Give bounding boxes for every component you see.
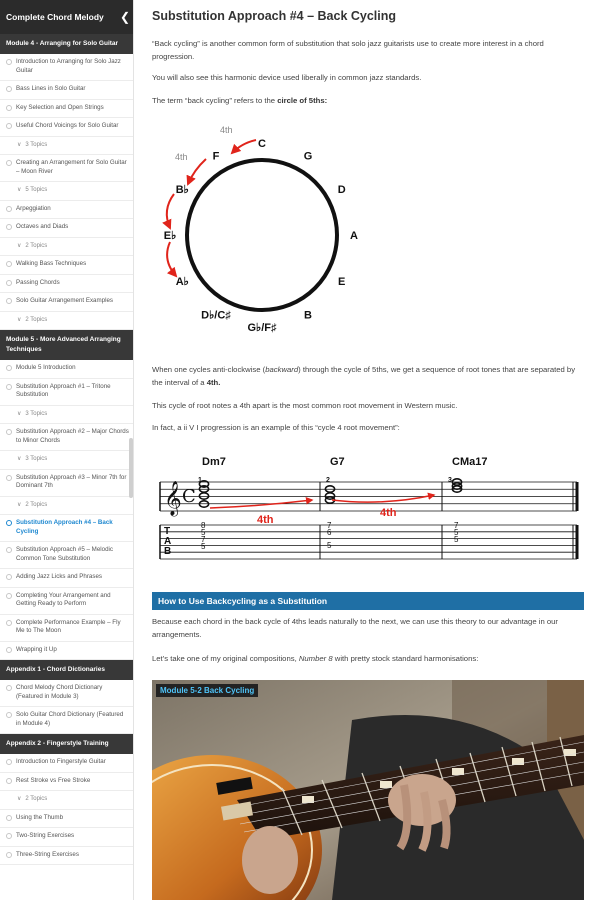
lesson-label: Completing Your Arrangement and Getting Ready to Perform [16, 591, 111, 607]
tab-number: 7 [201, 535, 206, 544]
chevron-down-icon: ∨ [17, 501, 22, 508]
lesson-label: Passing Chords [16, 278, 60, 286]
lesson-label: Adding Jazz Licks and Phrases [16, 573, 102, 580]
interval-label: 4th [220, 125, 233, 135]
status-circle-icon [6, 384, 12, 390]
topics-toggle[interactable] [0, 791, 133, 810]
status-circle-icon [6, 86, 12, 92]
lesson-list [0, 34, 133, 865]
topics-toggle[interactable] [0, 182, 133, 201]
lesson-item[interactable] [0, 754, 133, 773]
paragraph [152, 94, 584, 107]
tab-number: 5 [327, 541, 332, 550]
status-circle-icon [6, 365, 12, 371]
paragraph: Because each chord in the back cycle of 4ths leads naturally to the next, we can use this theory to our advantage in our arrangements. [152, 617, 558, 639]
status-circle-icon [6, 852, 12, 858]
status-circle-icon [6, 685, 12, 691]
video-frame [152, 680, 584, 900]
interval-label: 4th [257, 514, 274, 526]
lesson-content [142, 0, 594, 900]
tab-number: 8 [201, 521, 206, 530]
lesson-item-active[interactable] [0, 515, 133, 542]
topics-count: 3 Topics [25, 410, 48, 417]
note-label: E♭ [163, 230, 177, 242]
topics-count: 3 Topics [25, 456, 48, 462]
lesson-label: Substitution Approach #1 – Tritone Substitution [16, 382, 111, 398]
course-title: Complete Chord Melody [6, 12, 104, 22]
chevron-down-icon: ∨ [17, 141, 22, 148]
status-circle-icon [6, 815, 12, 821]
sidebar-scrollbar[interactable] [129, 438, 133, 498]
arrow [167, 242, 176, 276]
module-header[interactable]: Appendix 2 - Fingerstyle Training [0, 734, 133, 754]
lesson-item[interactable] [0, 680, 133, 707]
arrow [232, 140, 256, 153]
lesson-item[interactable] [0, 707, 133, 734]
lesson-label: Rest Stroke vs Free Stroke [16, 776, 91, 784]
status-circle-icon [6, 123, 12, 129]
lesson-label: Two-String Exercises [16, 832, 75, 839]
text: Let’s take one of my original compositions, [152, 654, 299, 663]
tab-number: 5 [201, 528, 206, 537]
tab-number: 6 [327, 528, 332, 537]
arrow [167, 194, 174, 228]
topics-toggle[interactable] [0, 451, 133, 470]
note-label: E [338, 276, 346, 288]
topics-toggle[interactable] [0, 137, 133, 156]
chevron-left-icon[interactable]: ❮ [119, 10, 131, 24]
video-title: Module 5-2 Back Cycling [156, 684, 258, 697]
chord-symbol: G7 [330, 456, 345, 468]
note-label: F [212, 150, 220, 163]
note-head [199, 493, 208, 499]
lesson-item[interactable] [0, 828, 133, 847]
status-circle-icon [6, 547, 12, 553]
topics-count: 2 Topics [25, 796, 48, 802]
topics-toggle[interactable] [0, 238, 133, 257]
status-circle-icon [6, 520, 12, 526]
lesson-label: Introduction to Arranging for Solo Jazz Guitar [16, 58, 121, 74]
tab-letter: B [164, 546, 172, 557]
lesson-label: Introduction to Fingerstyle Guitar [16, 758, 106, 765]
lesson-item[interactable] [0, 256, 133, 275]
tab-letter: T [164, 526, 171, 537]
tab-number: 5 [454, 528, 459, 537]
lesson-item[interactable] [0, 275, 133, 294]
lesson-label: Chord Melody Chord Dictionary (Featured in Module 3) [16, 684, 103, 700]
note-label: B♭ [175, 184, 189, 196]
chord-symbol: CMa17 [452, 456, 488, 468]
paragraph: You will also see this harmonic device used liberally in common jazz standards. [152, 73, 422, 82]
lesson-item[interactable] [0, 100, 133, 119]
lesson-label: Useful Chord Voicings for Solo Guitar [16, 122, 119, 129]
status-circle-icon [6, 620, 12, 626]
chevron-down-icon: ∨ [17, 796, 22, 802]
text: The term “back cycling” refers to the [152, 96, 278, 105]
lesson-item[interactable] [0, 588, 133, 615]
chevron-down-icon: ∨ [17, 242, 22, 249]
note-label: B [304, 309, 312, 322]
chevron-down-icon: ∨ [17, 316, 22, 323]
lesson-item[interactable] [0, 360, 133, 379]
lesson-label: Complete Performance Example – Fly Me to The Moon [16, 618, 121, 634]
tab-number: 7 [454, 521, 459, 530]
tab-number: 5 [201, 542, 206, 551]
ii-v-i-notation [152, 448, 584, 568]
lesson-label: Solo Guitar Chord Dictionary (Featured in Module 4) [16, 711, 124, 727]
interval-label: 4th [175, 152, 188, 162]
bold-text: 4th. [206, 378, 221, 387]
lesson-item[interactable] [0, 219, 133, 238]
sidebar-header [0, 0, 133, 34]
topics-toggle[interactable] [0, 497, 133, 516]
video-player[interactable] [152, 680, 584, 900]
time-signature: C [182, 486, 196, 507]
lesson-item[interactable] [0, 810, 133, 829]
lesson-item[interactable] [0, 201, 133, 220]
status-circle-icon [6, 160, 12, 166]
tab-letter: A [164, 536, 172, 547]
topics-count: 3 Topics [25, 141, 48, 148]
chevron-down-icon: ∨ [17, 187, 22, 193]
lesson-item[interactable] [0, 542, 133, 569]
tab-number: 7 [327, 521, 332, 530]
paragraph [152, 652, 584, 665]
lesson-item[interactable] [0, 293, 133, 312]
module-header[interactable]: Module 4 - Arranging for Solo Guitar [0, 34, 133, 54]
note-label: G♭/F♯ [247, 322, 277, 334]
lesson-label: Substitution Approach #3 – Minor 7th for Dominant 7th [16, 473, 127, 489]
lesson-item[interactable] [0, 81, 133, 100]
chevron-down-icon: ∨ [17, 410, 22, 417]
status-circle-icon [6, 224, 12, 230]
lesson-item[interactable] [0, 155, 133, 182]
section-heading: How to Use Backcycling as a Substitution [152, 592, 584, 610]
module-header[interactable]: Appendix 1 - Chord Dictionaries [0, 660, 133, 680]
lesson-label: Solo Guitar Arrangement Examples [16, 297, 113, 304]
lesson-label: Octaves and Diads [16, 223, 69, 230]
status-circle-icon [6, 298, 12, 304]
lesson-label: Module 5 Introduction [16, 364, 76, 371]
status-circle-icon [6, 475, 12, 481]
treble-clef: 𝄞 [164, 481, 182, 516]
string-number: 1 [198, 477, 202, 484]
text: When one cycles anti-clockwise ( [152, 365, 266, 374]
status-circle-icon [6, 59, 12, 65]
status-circle-icon [6, 574, 12, 580]
status-circle-icon [6, 778, 12, 784]
note-label: A [350, 230, 358, 242]
lesson-item[interactable] [0, 847, 133, 866]
note-label: C [258, 138, 266, 150]
note-label: D♭/C♯ [201, 309, 231, 322]
status-circle-icon [6, 105, 12, 111]
topics-count: 5 Topics [25, 187, 48, 193]
chord-symbol: Dm7 [202, 456, 226, 468]
lesson-item[interactable] [0, 773, 133, 792]
tab-number: 5 [454, 535, 459, 544]
status-circle-icon [6, 261, 12, 267]
string-number: 2 [326, 477, 330, 484]
lesson-item[interactable] [0, 54, 133, 81]
status-circle-icon [6, 712, 12, 718]
lesson-label: Bass Lines in Solo Guitar [16, 85, 86, 92]
paragraph: This cycle of root notes a 4th apart is the most common root movement in Western music. [152, 401, 458, 410]
page-title: Substitution Approach #4 – Back Cycling [152, 9, 397, 23]
circle-of-fifths-diagram [152, 118, 372, 338]
lesson-label: Walking Bass Techniques [16, 260, 87, 267]
arrow [188, 159, 206, 184]
paragraph: In fact, a ii V I progression is an example of this “cycle 4 root movement”: [152, 423, 400, 432]
lesson-item[interactable] [0, 424, 133, 451]
module-header[interactable]: Module 5 - More Advanced Arranging Techniques [0, 330, 133, 360]
status-circle-icon [6, 429, 12, 435]
status-circle-icon [6, 833, 12, 839]
lesson-label: Creating an Arrangement for Solo Guitar – Moon River [16, 159, 127, 175]
bold-text: circle of 5ths: [277, 96, 328, 105]
note-label: G [303, 150, 313, 163]
lesson-item[interactable] [0, 569, 133, 588]
text: with pretty stock standard harmonisations: [332, 654, 479, 663]
note-label: D [337, 184, 346, 196]
status-circle-icon [6, 759, 12, 765]
paragraph [152, 363, 584, 389]
lesson-label: Wrapping it Up [16, 645, 57, 653]
interval-label: 4th [380, 507, 397, 519]
course-sidebar [0, 0, 134, 900]
topics-count: 2 Topics [25, 501, 48, 508]
lesson-item[interactable] [0, 379, 133, 406]
status-circle-icon [6, 206, 12, 212]
lesson-label: Three-String Exercises [16, 850, 79, 858]
topics-toggle[interactable] [0, 312, 133, 331]
lesson-label: Using the Thumb [16, 813, 64, 821]
topics-count: 2 Topics [25, 242, 48, 249]
lesson-item[interactable] [0, 118, 133, 137]
text: ) through the cycle of 5ths, we get a sequence of root tones that are separated by the interval of a [152, 365, 576, 387]
intro-paragraph: “Back cycling” is another common form of substitution that solo jazz guitarists use to create more interest in a chord progression. [152, 39, 544, 61]
note-label: A♭ [175, 276, 189, 288]
status-circle-icon [6, 280, 12, 286]
italic-text: backward [265, 365, 299, 374]
lesson-item[interactable] [0, 470, 133, 497]
topics-toggle[interactable] [0, 406, 133, 425]
italic-text: Number 8 [298, 654, 333, 663]
lesson-label: Substitution Approach #2 – Major Chords to Minor Chords [16, 428, 129, 444]
lesson-item[interactable] [0, 642, 133, 661]
lesson-item[interactable] [0, 615, 133, 642]
chevron-down-icon: ∨ [17, 456, 22, 462]
arrow [332, 495, 434, 502]
string-number: 3 [448, 477, 452, 484]
lesson-label: Key Selection and Open Strings [16, 103, 104, 111]
status-circle-icon [6, 593, 12, 599]
lesson-label: Arpeggiation [16, 204, 51, 212]
circle [187, 160, 337, 310]
topics-count: 2 Topics [25, 316, 48, 323]
status-circle-icon [6, 647, 12, 653]
lesson-label: Substitution Approach #5 – Melodic Common Tone Substitution [16, 546, 113, 562]
lesson-label: Substitution Approach #4 – Back Cycling [16, 519, 113, 535]
